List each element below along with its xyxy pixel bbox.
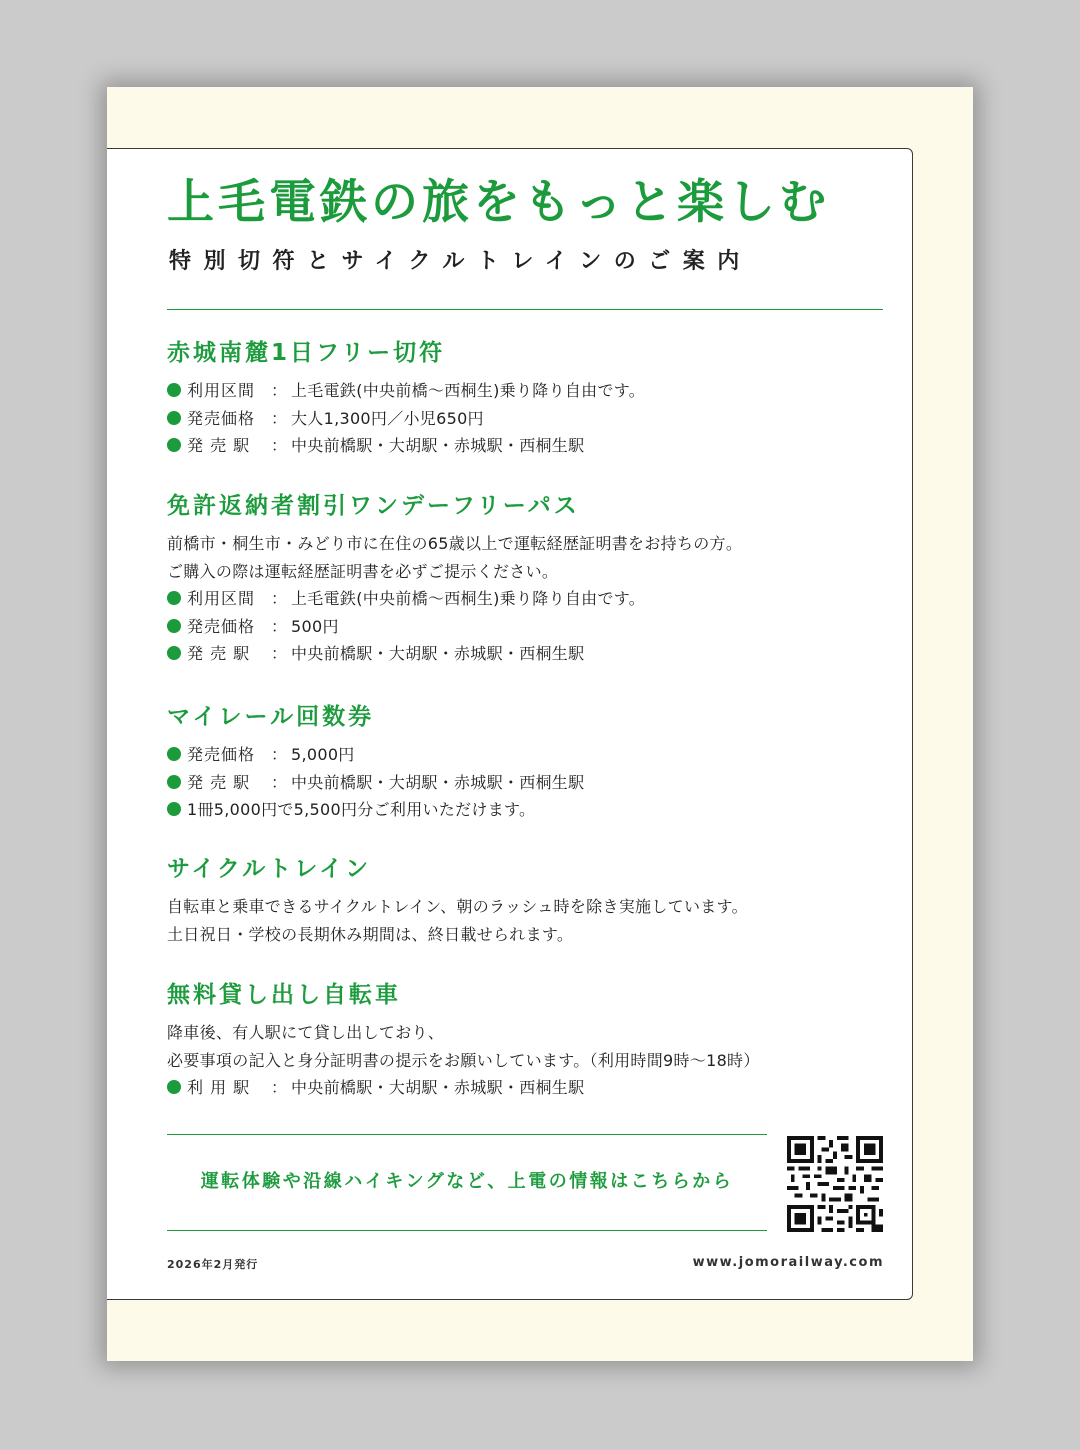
item-value: 5,000円 bbox=[291, 745, 355, 764]
bullet-icon bbox=[167, 775, 181, 789]
bullet-icon bbox=[167, 438, 181, 452]
item-separator: ： bbox=[271, 381, 288, 400]
body-text: ご購入の際は運転経歴証明書を必ずご提示ください。 bbox=[167, 561, 559, 581]
section-akagi-free-ticket bbox=[167, 337, 887, 460]
bullet-icon bbox=[167, 383, 181, 397]
list-item bbox=[167, 640, 887, 668]
list-item bbox=[167, 741, 887, 769]
bullet-icon bbox=[167, 747, 181, 761]
page-title: 上毛電鉄の旅をもっと楽しむ bbox=[167, 175, 830, 230]
promo-divider-bottom bbox=[167, 1230, 767, 1231]
item-value: 中央前橋駅・大胡駅・赤城駅・西桐生駅 bbox=[291, 772, 585, 792]
item-value: 中央前橋駅・大胡駅・赤城駅・西桐生駅 bbox=[291, 1078, 585, 1097]
item-value: 中央前橋駅・大胡駅・赤城駅・西桐生駅 bbox=[291, 436, 585, 455]
item-label: 利用区間 bbox=[187, 589, 256, 608]
page-subtitle: 特別切符とサイクルトレインのご案内 bbox=[169, 249, 752, 274]
item-value: 上毛電鉄(中央前橋～西桐生)乗り降り自由です。 bbox=[291, 381, 646, 400]
list-item bbox=[167, 796, 887, 824]
item-separator: ： bbox=[271, 589, 288, 608]
qr-code-icon[interactable] bbox=[787, 1136, 883, 1232]
list-item bbox=[167, 432, 887, 460]
item-value: 上毛電鉄(中央前橋～西桐生)乗り降り自由です。 bbox=[291, 589, 646, 608]
item-label: 発売価格 bbox=[187, 408, 256, 428]
section-cycle-train bbox=[167, 853, 887, 948]
item-label: 発売価格 bbox=[187, 616, 256, 636]
section-heading: 赤城南麓1日フリー切符 bbox=[167, 340, 446, 366]
list-item bbox=[167, 769, 887, 797]
section-heading: サイクルトレイン bbox=[167, 856, 372, 882]
item-separator: ： bbox=[271, 1078, 288, 1097]
list-item bbox=[167, 613, 887, 641]
item-label: 発 売 駅 bbox=[187, 772, 251, 792]
item-label: 利 用 駅 bbox=[187, 1078, 251, 1097]
item-separator: ： bbox=[271, 408, 288, 428]
item-value: 500円 bbox=[291, 616, 339, 636]
bullet-icon bbox=[167, 1080, 181, 1094]
header-divider bbox=[167, 309, 883, 310]
section-heading: 免許返納者割引ワンデーフリーパス bbox=[167, 493, 580, 519]
item-separator: ： bbox=[271, 436, 288, 455]
body-text: 土日祝日・学校の長期休み期間は、終日載せられます。 bbox=[167, 924, 574, 944]
item-value: 大人1,300円／小児650円 bbox=[291, 408, 484, 428]
promo-text: 運転体験や沿線ハイキングなど、上電の情報はこちらから bbox=[200, 1171, 734, 1192]
section-heading: マイレール回数券 bbox=[167, 704, 375, 730]
item-label: 発売価格 bbox=[187, 745, 256, 764]
list-item bbox=[167, 1074, 887, 1102]
bullet-icon bbox=[167, 591, 181, 605]
item-label: 利用区間 bbox=[187, 381, 256, 400]
item-separator: ： bbox=[271, 745, 288, 764]
list-item bbox=[167, 377, 887, 405]
body-text: 前橋市・桐生市・みどり市に在住の65歳以上で運転経歴証明書をお持ちの方。 bbox=[167, 534, 743, 553]
flyer-card bbox=[107, 148, 913, 1300]
item-label: 発 売 駅 bbox=[187, 644, 251, 663]
bullet-icon bbox=[167, 411, 181, 425]
bullet-icon bbox=[167, 646, 181, 660]
body-text: 自転車と乗車できるサイクルトレイン、朝のラッシュ時を除き実施しています。 bbox=[167, 897, 748, 916]
item-separator: ： bbox=[271, 616, 288, 636]
section-heading: 無料貸し出し自転車 bbox=[167, 982, 401, 1008]
bullet-icon bbox=[167, 802, 181, 816]
section-myrail-coupon bbox=[167, 701, 887, 824]
section-free-bicycle bbox=[167, 979, 887, 1102]
item-value: 中央前橋駅・大胡駅・赤城駅・西桐生駅 bbox=[291, 644, 585, 663]
website-url[interactable]: www.jomorailway.com bbox=[692, 1255, 884, 1270]
item-separator: ： bbox=[271, 772, 288, 792]
item-note: 1冊5,000円で5,500円分ご利用いただけます。 bbox=[187, 800, 536, 819]
promo-divider-top bbox=[167, 1134, 767, 1135]
list-item bbox=[167, 405, 887, 433]
body-text: 必要事項の記入と身分証明書の提示をお願いしています。（利用時間9時～18時） bbox=[167, 1050, 760, 1070]
issue-date: 2026年2月発行 bbox=[167, 1258, 259, 1271]
section-license-return-pass bbox=[167, 490, 887, 668]
body-text: 降車後、有人駅にて貸し出しており、 bbox=[167, 1023, 445, 1042]
list-item bbox=[167, 585, 887, 613]
item-separator: ： bbox=[271, 644, 288, 663]
bullet-icon bbox=[167, 619, 181, 633]
item-label: 発 売 駅 bbox=[187, 436, 251, 455]
